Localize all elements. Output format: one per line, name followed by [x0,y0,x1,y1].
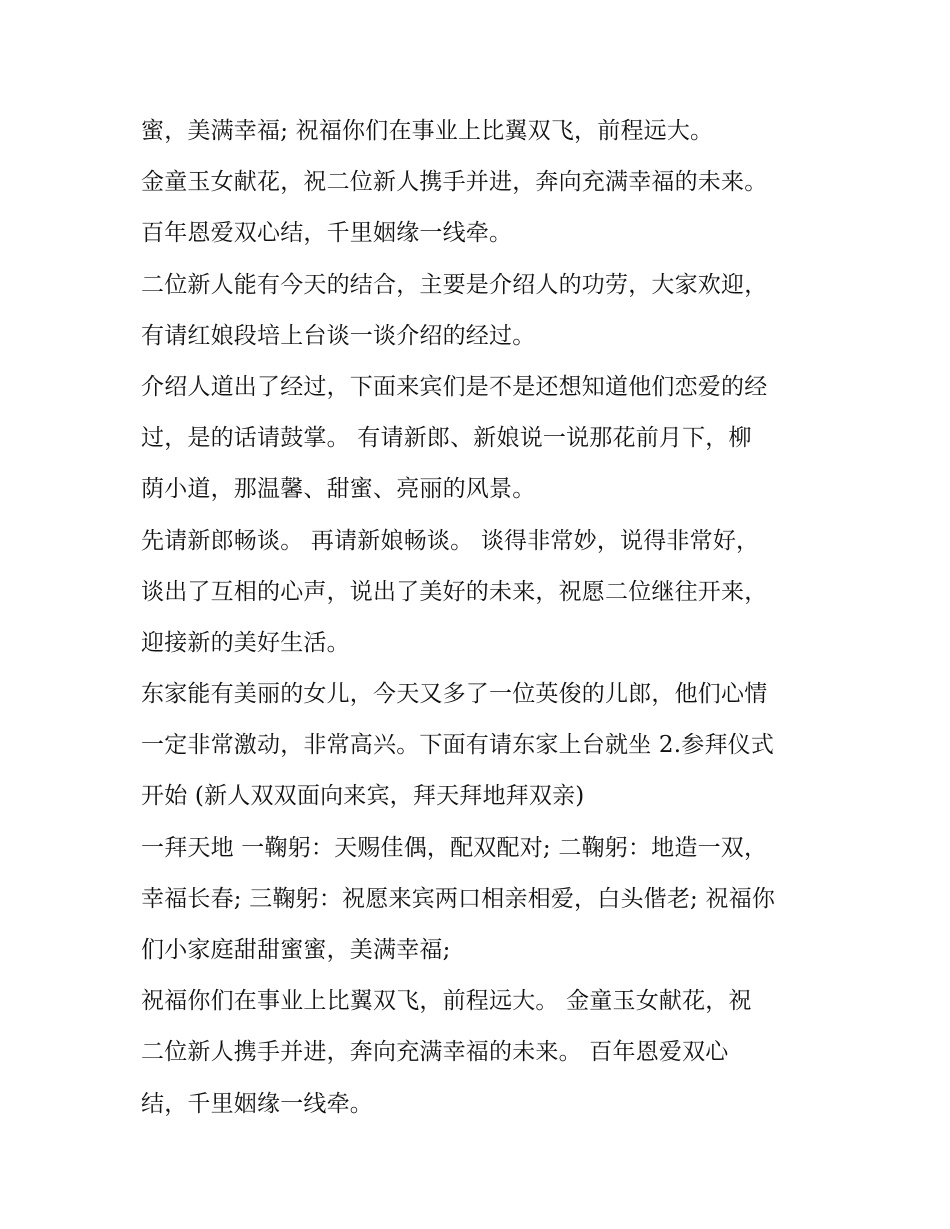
text-line: 先请新郎畅谈。 再请新娘畅谈。 谈得非常妙，说得非常好， [141,527,760,554]
document-body [141,108,821,1132]
text-line: 有请红娘段培上台谈一谈介绍的经过。 [141,322,536,349]
text-line: 结，千里姻缘一线牵。 [141,1090,373,1117]
text-line: 蜜，美满幸福; 祝福你们在事业上比翼双飞，前程远大。 [141,118,714,144]
text-line: 过，是的话请鼓掌。 有请新郎、新娘说一说那花前月下，柳 [141,425,752,452]
text-line: 一拜天地 一鞠躬：天赐佳偶，配双配对; 二鞠躬：地造一双， [141,834,768,861]
text-line: 二位新人携手并进，奔向充满幸福的未来。 百年恩爱双心 [141,1039,729,1066]
text-line: 金童玉女献花，祝二位新人携手并进，奔向充满幸福的未来。 [141,169,768,196]
text-line: 一定非常激动，非常高兴。下面有请东家上台就坐 2.参拜仪式 [141,732,775,759]
text-line: 们小家庭甜甜蜜蜜，美满幸福; [141,937,451,963]
text-line: 荫小道，那温馨、甜蜜、亮丽的风景。 [141,476,536,503]
text-line: 幸福长春; 三鞠躬：祝愿来宾两口相亲相爱，白头偕老; 祝福你 [141,885,776,912]
text-line: 开始 (新人双双面向来宾，拜天拜地拜双亲) [141,783,585,810]
text-line: 东家能有美丽的女儿，今天又多了一位英俊的儿郎，他们心情 [141,681,768,708]
text-line: 二位新人能有今天的结合，主要是介绍人的功劳，大家欢迎， [141,271,768,298]
text-line: 百年恩爱双心结，千里姻缘一线牵。 [141,220,513,247]
text-line: 迎接新的美好生活。 [141,629,350,656]
text-line: 谈出了互相的心声，说出了美好的未来，祝愿二位继往开来， [141,578,768,605]
text-line: 祝福你们在事业上比翼双飞，前程远大。 金童玉女献花，祝 [141,988,752,1015]
text-line: 介绍人道出了经过，下面来宾们是不是还想知道他们恋爱的经 [141,373,768,400]
